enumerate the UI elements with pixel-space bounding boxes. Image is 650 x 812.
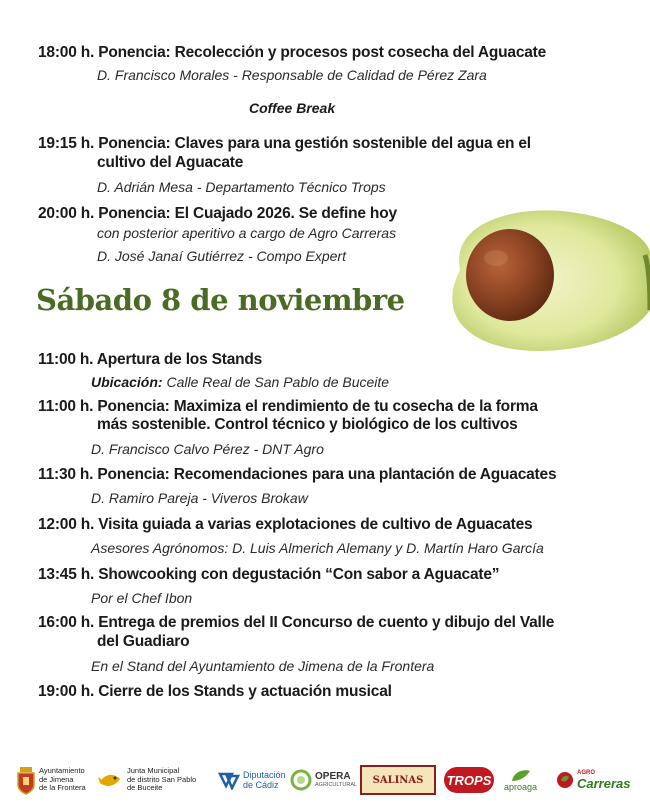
jimena-line3: de la Frontera bbox=[39, 783, 86, 793]
carreras-line1: AGRO bbox=[577, 770, 595, 776]
session-speaker-1200: Asesores Agrónomos: D. Luis Almerich Alemany y D. Martín Haro García bbox=[91, 540, 544, 556]
location-label: Ubicación: bbox=[91, 374, 163, 390]
session-title-1915-line2: cultivo del Aguacate bbox=[97, 154, 244, 171]
session-title-1200: 12:00 h. Visita guiada a varias explotaciones de cultivo de Aguacates bbox=[38, 516, 533, 533]
session-title-1800: 18:00 h. Ponencia: Recolección y procesos post cosecha del Aguacate bbox=[38, 44, 547, 61]
session-speaker-1800: D. Francisco Morales - Responsable de Calidad de Pérez Zara bbox=[97, 67, 487, 83]
opera-line2: AGRICULTURAL bbox=[315, 781, 358, 788]
sanpablo-line3: de Buceite bbox=[127, 783, 163, 793]
day-heading-saturday: Sábado 8 de noviembre bbox=[36, 283, 405, 317]
session-speaker-1915: D. Adrián Mesa - Departamento Técnico Trops bbox=[97, 179, 386, 195]
agro-carreras-mark-icon bbox=[556, 771, 574, 789]
session-note-2000: con posterior aperitivo a cargo de Agro Carreras bbox=[97, 225, 397, 241]
fish-emblem-icon bbox=[98, 769, 124, 791]
logo-opera bbox=[290, 755, 357, 805]
session-location bbox=[91, 374, 389, 390]
logo-aproaga bbox=[504, 755, 537, 805]
session-speaker-1600: En el Stand del Ayuntamiento de Jimena de la Frontera bbox=[91, 658, 435, 674]
session-title-1915-line1: 19:15 h. Ponencia: Claves para una gestión sostenible del agua en el bbox=[38, 135, 531, 152]
trops-text: TROPS bbox=[446, 772, 492, 788]
session-title-1600-line2: del Guadiaro bbox=[97, 633, 190, 650]
logo-trops bbox=[444, 755, 494, 805]
session-title-1100-stands: 11:00 h. Apertura de los Stands bbox=[38, 351, 263, 368]
session-title-1130: 11:30 h. Ponencia: Recomendaciones para una plantación de Aguacates bbox=[38, 466, 557, 483]
session-speaker-1345: Por el Chef Ibon bbox=[91, 590, 193, 606]
salinas-text: SALINAS bbox=[372, 774, 424, 786]
coat-of-arms-icon bbox=[16, 765, 36, 795]
session-speaker-1130: D. Ramiro Pareja - Viveros Brokaw bbox=[91, 490, 308, 506]
session-title-1100-line1: 11:00 h. Ponencia: Maximiza el rendimiento de tu cosecha de la forma bbox=[38, 398, 538, 415]
session-speaker-2000: D. José Janaí Gutiérrez - Compo Expert bbox=[97, 248, 346, 264]
session-title-1600-line1: 16:00 h. Entrega de premios del II Concurso de cuento y dibujo del Valle bbox=[38, 614, 555, 631]
opera-line1: OPERA bbox=[315, 770, 351, 782]
logo-san-pablo bbox=[98, 755, 196, 805]
session-speaker-1100: D. Francisco Calvo Pérez - DNT Agro bbox=[91, 441, 324, 457]
sanpablo-line1: Junta Municipal bbox=[127, 766, 180, 776]
logo-agro-carreras bbox=[556, 755, 631, 805]
aproaga-text: aproaga bbox=[504, 781, 538, 792]
coffee-break: Coffee Break bbox=[249, 100, 336, 116]
sanpablo-line2: de distrito San Pablo bbox=[127, 774, 197, 784]
sponsor-logos bbox=[0, 755, 650, 805]
session-title-1900: 19:00 h. Cierre de los Stands y actuación musical bbox=[38, 683, 392, 700]
jimena-line2: de Jimena bbox=[39, 774, 74, 784]
location-value: Calle Real de San Pablo de Buceite bbox=[166, 374, 390, 390]
diputacion-line1: Diputación bbox=[243, 770, 286, 780]
logo-diputacion bbox=[218, 755, 286, 805]
diputacion-line2: de Cádiz bbox=[243, 780, 279, 790]
session-title-1345: 13:45 h. Showcooking con degustación “Con sabor a Aguacate” bbox=[38, 566, 500, 583]
diputacion-mark-icon bbox=[218, 770, 240, 790]
logo-salinas bbox=[360, 755, 436, 805]
session-title-2000: 20:00 h. Ponencia: El Cuajado 2026. Se define hoy bbox=[38, 205, 397, 222]
avocado-image bbox=[430, 200, 650, 360]
opera-circle-icon bbox=[290, 769, 312, 791]
leaf-icon bbox=[510, 769, 532, 783]
session-title-1100-line2: más sostenible. Control técnico y biológico de los cultivos bbox=[97, 416, 518, 433]
carreras-line2: Carreras bbox=[577, 776, 631, 791]
logo-jimena bbox=[16, 755, 86, 805]
jimena-line1: Ayuntamiento bbox=[39, 766, 85, 776]
